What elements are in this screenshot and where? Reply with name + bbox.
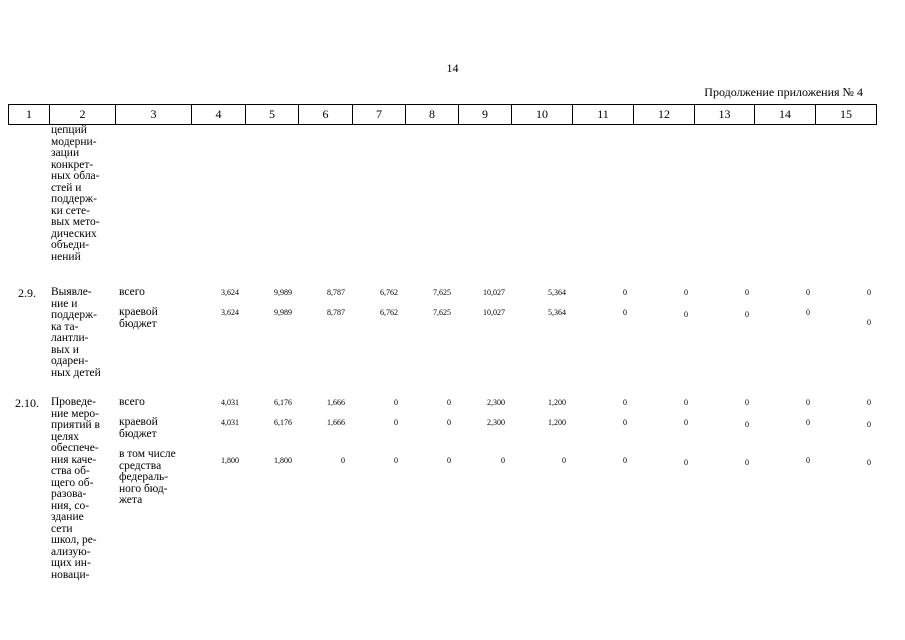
row-number: 2.10. — [15, 396, 39, 410]
value-cell: 7,625 — [433, 308, 451, 317]
header-col-5: 5 — [246, 105, 299, 124]
table-header-row — [8, 104, 877, 125]
value-cell: 0 — [806, 308, 810, 317]
page-number: 14 — [446, 61, 459, 75]
header-col-10: 10 — [512, 105, 573, 124]
value-cell: 0 — [745, 420, 749, 429]
value-cell: 2,300 — [487, 398, 505, 407]
header-col-13: 13 — [695, 105, 755, 124]
value-cell: 6,762 — [380, 308, 398, 317]
value-cell: 0 — [684, 458, 688, 467]
value-cell: 0 — [341, 456, 345, 465]
value-cell: 0 — [562, 456, 566, 465]
value-cell: 8,787 — [327, 308, 345, 317]
funding-source-label: всего — [119, 396, 145, 408]
value-cell: 0 — [745, 458, 749, 467]
header-col-15: 15 — [816, 105, 877, 124]
header-col-9: 9 — [459, 105, 512, 124]
header-col-14: 14 — [755, 105, 816, 124]
value-cell: 0 — [394, 418, 398, 427]
value-cell: 4,031 — [221, 398, 239, 407]
value-cell: 6,176 — [274, 418, 292, 427]
value-cell: 1,666 — [327, 418, 345, 427]
value-cell: 0 — [745, 288, 749, 297]
value-cell: 0 — [447, 398, 451, 407]
value-cell: 6,176 — [274, 398, 292, 407]
value-cell: 0 — [867, 420, 871, 429]
value-cell: 0 — [447, 418, 451, 427]
value-cell: 0 — [684, 418, 688, 427]
value-cell: 0 — [806, 456, 810, 465]
value-cell: 0 — [623, 288, 627, 297]
value-cell: 3,624 — [221, 288, 239, 297]
value-cell: 10,027 — [483, 288, 505, 297]
funding-source-label: краевой бюджет — [119, 306, 158, 330]
value-cell: 0 — [623, 308, 627, 317]
header-col-4: 4 — [192, 105, 246, 124]
value-cell: 5,364 — [548, 308, 566, 317]
value-cell: 0 — [745, 310, 749, 319]
row-number: 2.9. — [18, 286, 36, 300]
header-col-2: 2 — [50, 105, 116, 124]
value-cell: 0 — [745, 398, 749, 407]
value-cell: 0 — [684, 310, 688, 319]
value-cell: 1,200 — [548, 418, 566, 427]
value-cell: 0 — [394, 398, 398, 407]
value-cell: 9,989 — [274, 308, 292, 317]
value-cell: 3,624 — [221, 308, 239, 317]
value-cell: 1,800 — [274, 456, 292, 465]
header-col-8: 8 — [406, 105, 459, 124]
value-cell: 0 — [867, 318, 871, 327]
value-cell: 0 — [501, 456, 505, 465]
value-cell: 0 — [684, 398, 688, 407]
value-cell: 0 — [867, 288, 871, 297]
value-cell: 6,762 — [380, 288, 398, 297]
row-activity-name: Проведе- ние меро- приятий в целях обеспече- ния каче- ства об- щего об- разова- ния, со- здание сети школ, ре- ализую- щих ин- новаци- — [51, 396, 100, 581]
header-col-1: 1 — [9, 105, 50, 124]
funding-source-label: в том числе средства федераль- ного бюд- жета — [119, 448, 176, 506]
value-cell: 5,364 — [548, 288, 566, 297]
header-col-6: 6 — [299, 105, 353, 124]
value-cell: 0 — [447, 456, 451, 465]
header-col-3: 3 — [116, 105, 192, 124]
value-cell: 9,989 — [274, 288, 292, 297]
header-col-11: 11 — [573, 105, 634, 124]
value-cell: 1,800 — [221, 456, 239, 465]
value-cell: 1,200 — [548, 398, 566, 407]
value-cell: 0 — [806, 418, 810, 427]
value-cell: 0 — [867, 458, 871, 467]
value-cell: 4,031 — [221, 418, 239, 427]
value-cell: 0 — [394, 456, 398, 465]
value-cell: 0 — [623, 418, 627, 427]
value-cell: 0 — [623, 398, 627, 407]
row-activity-name: Выявле- ние и поддерж- ка та- лантли- вых и одарен- ных детей — [51, 286, 101, 379]
funding-source-label: краевой бюджет — [119, 416, 158, 440]
value-cell: 0 — [806, 288, 810, 297]
funding-source-label: всего — [119, 286, 145, 298]
header-col-7: 7 — [353, 105, 406, 124]
value-cell: 0 — [806, 398, 810, 407]
continuation-label: Продолжение приложения № 4 — [704, 85, 863, 99]
carryover-activity-text: цепций модерни- зации конкрет- ных обла- стей и поддерж- ки сете- вых мето- дических объеди- нений — [51, 124, 100, 263]
value-cell: 0 — [867, 398, 871, 407]
value-cell: 1,666 — [327, 398, 345, 407]
value-cell: 0 — [684, 288, 688, 297]
header-col-12: 12 — [634, 105, 695, 124]
value-cell: 10,027 — [483, 308, 505, 317]
value-cell: 7,625 — [433, 288, 451, 297]
value-cell: 0 — [623, 456, 627, 465]
value-cell: 2,300 — [487, 418, 505, 427]
value-cell: 8,787 — [327, 288, 345, 297]
